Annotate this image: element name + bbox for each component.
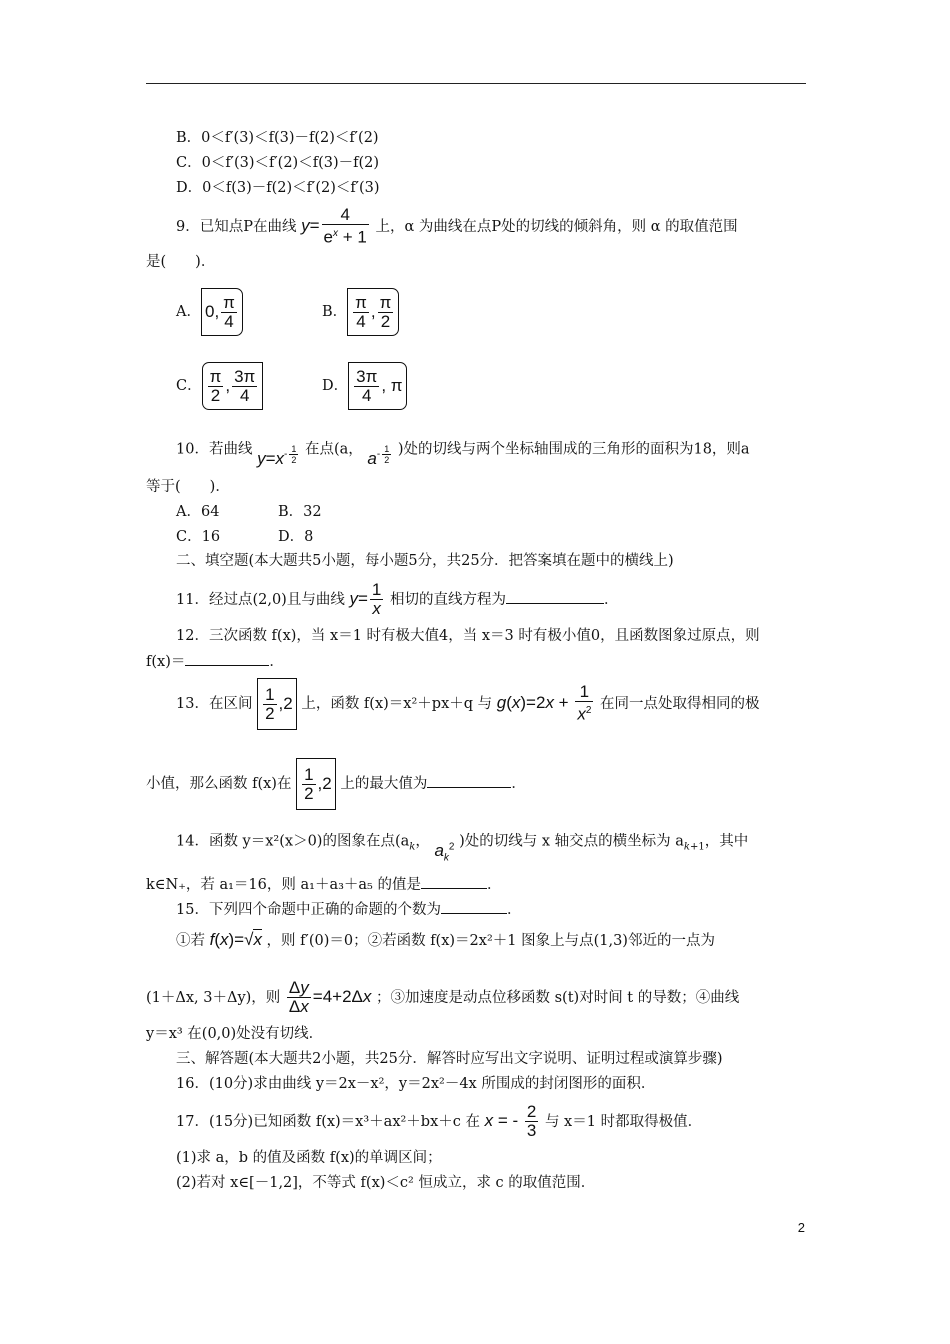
q12-line2-text: f(x)＝ [146, 654, 186, 670]
q15-ratio-formula: $\frac{\Delta y}{\Delta x}$ =4+2Δx [288, 978, 372, 1017]
q13-answer-blank [427, 773, 511, 788]
q13-cont: 小值，那么函数 f(x)在 $\frac{1}{2}$ ,2 上的最大值为 ． [146, 758, 526, 808]
q15-line1: 15．下列四个命题中正确的命题的个数为 ． [176, 899, 521, 920]
q9-option-a: A． 0, $\frac{\pi}{4}$ [176, 288, 243, 334]
q8-option-b: B．0＜f′(3)＜f(3)－f(2)＜f′(2) [176, 130, 379, 146]
q8-option-d: D．0＜f(3)－f(2)＜f′(2)＜f′(3) [176, 180, 380, 196]
q11-answer-blank [506, 589, 604, 604]
q17-sub2: (2)若对 x∈[－1,2]，不等式 f(x)＜c² 恒成立，求 c 的取值范围． [176, 1175, 596, 1191]
q14-answer-blank [421, 874, 487, 889]
q13-pre: 13．在区间 [176, 696, 253, 712]
q13-cont-post: 上的最大值为 [340, 776, 428, 792]
q13-post: 在同一点处取得相同的极 [599, 696, 760, 712]
section-2-heading: 二、填空题(本大题共5小题，每小题5分，共25分．把答案填在题中的横线上) [176, 553, 674, 569]
q15-p2-pre: (1＋Δx, 3＋Δy)，则 [146, 990, 281, 1006]
q10-line [176, 433, 750, 469]
q13-cont-pre: 小值，那么函数 f(x)在 [146, 776, 292, 792]
q14-point-formula: $a_k^2$ [434, 840, 455, 864]
section-3-heading: 三、解答题(本大题共2小题，共25分．解答时应写出文字说明、证明过程或演算步骤) [176, 1051, 723, 1067]
q9-option-d: D． $\frac{3\pi}{4}$ , π [322, 362, 407, 408]
interval-b: $\frac{\pi}{4}$ , $\frac{\pi}{2}$ [347, 288, 399, 336]
q10-option-a: A．64 [176, 504, 220, 520]
q16-line: 16．(10分)求由曲线 y＝2x－x²，y＝2x²－4x 所围成的封闭图形的面积． [176, 1076, 656, 1092]
header-rule [146, 83, 806, 84]
q12-answer-blank [185, 651, 269, 666]
page-number: 2 [797, 1220, 805, 1235]
q14-post: )处的切线与 x 轴交点的横坐标为 a [459, 833, 684, 850]
q15-prop3: y＝x³ 在(0,0)处没有切线． [146, 1026, 324, 1042]
interval-half-2: $\frac{1}{2}$ ,2 [257, 678, 297, 730]
q17-pre: 17．(15分)已知函数 f(x)＝x³＋ax²＋bx＋c 在 [176, 1114, 480, 1130]
q9-curve-formula: y= $\frac{4}{e^x + 1}$ [301, 205, 367, 247]
q13-g-formula: g(x)=2x + $\frac{1}{x^2}$ [496, 682, 592, 724]
q15-p1-post: ，则 f′(0)＝0；②若函数 f(x)＝2x²＋1 图象上与点(1,3)邻近的一点为 [266, 933, 715, 949]
q15-sqrt-formula: f(x)=√x [209, 930, 262, 949]
q12-line1: 12．三次函数 f(x)，当 x＝1 时有极大值4，当 x＝3 时有极小值0，且函数图象过原点，则 [176, 628, 760, 644]
q10-curve-formula: $y=x^{- \frac{1}{2}}$ [257, 443, 297, 468]
q15-prop1 [176, 924, 715, 956]
q9-cont: 是( )． [146, 254, 216, 270]
q10-option-b: B．32 [278, 504, 322, 520]
q10-option-d: D．8 [278, 529, 314, 545]
q17-sub1: (1)求 a，b 的值及函数 f(x)的单调区间； [176, 1150, 442, 1166]
q10-pre: 10．若曲线 [176, 441, 253, 458]
q15-p1-pre: ①若 [176, 933, 205, 949]
q10-post: )处的切线与两个坐标轴围成的三角形的面积为18，则a [397, 441, 750, 458]
q13-line [176, 678, 759, 728]
interval-a: 0, $\frac{\pi}{4}$ [201, 288, 243, 336]
q11-curve-formula: y= $\frac{1}{x}$ [349, 580, 382, 619]
q10-point-formula: $a^{- \frac{1}{2}}$ [367, 443, 390, 468]
q17-post: 与 x＝1 时都取得极值． [544, 1114, 703, 1130]
q9-pre: 9．已知点P在曲线 [176, 219, 297, 235]
q17-x-formula: x = - $\frac{2}{3}$ [484, 1102, 537, 1141]
q9-post: 上，α 为曲线在点P处的切线的倾斜角，则 α 的取值范围 [375, 219, 738, 235]
q14-cont-text: k∈N₊，若 a₁＝16，则 a₁＋a₃＋a₅ 的值是 [146, 877, 421, 893]
q14-pre: 14．函数 y＝x²(x＞0)的图象在点(a [176, 833, 410, 850]
q10-option-c: C．16 [176, 529, 221, 545]
q14-cont: k∈N₊，若 a₁＝16，则 a₁＋a₃＋a₅ 的值是 ． [146, 874, 501, 895]
q9-line [176, 204, 738, 248]
q17-line [176, 1098, 702, 1144]
q11-pre: 11．经过点(2,0)且与曲线 [176, 592, 345, 608]
q13-mid: 上，函数 f(x)＝x²＋px＋q 与 [301, 696, 493, 712]
q10-cont: 等于( )． [146, 479, 230, 495]
q8-option-c: C．0＜f′(3)＜f′(2)＜f(3)－f(2) [176, 155, 380, 171]
interval-half-2-repeat: $\frac{1}{2}$ ,2 [296, 758, 336, 810]
q10-mid: 在点(a， [304, 441, 363, 458]
q9-option-b: B． $\frac{\pi}{4}$ , $\frac{\pi}{2}$ [322, 288, 399, 334]
q12-line2: f(x)＝ ． [146, 651, 284, 672]
q15-prop2 [146, 974, 739, 1020]
q15-p2-post: ；③加速度是动点位移函数 s(t)对时间 t 的导数；④曲线 [376, 990, 740, 1006]
q14-line: 14．函数 y＝x²(x＞0)的图象在点($a_k$， $a_k^2$ )处的切线与 x 轴交点的横坐标为 $a_{k+1}$，其中 [176, 833, 749, 864]
q11-post: 相切的直线方程为 [389, 592, 506, 608]
interval-c: $\frac{\pi}{2}$ , $\frac{3\pi}{4}$ [202, 362, 264, 410]
q15-answer-blank [441, 899, 507, 914]
q15-line1-text: 15．下列四个命题中正确的命题的个数为 [176, 902, 441, 918]
q9-option-c: C． $\frac{\pi}{2}$ , $\frac{3\pi}{4}$ [176, 362, 263, 408]
interval-d: $\frac{3\pi}{4}$ , π [348, 362, 406, 410]
q11-line: 11．经过点(2,0)且与曲线 y= $\frac{1}{x}$ 相切的直线方程为 ． [176, 580, 619, 619]
q14-tail: ，其中 [704, 833, 749, 850]
